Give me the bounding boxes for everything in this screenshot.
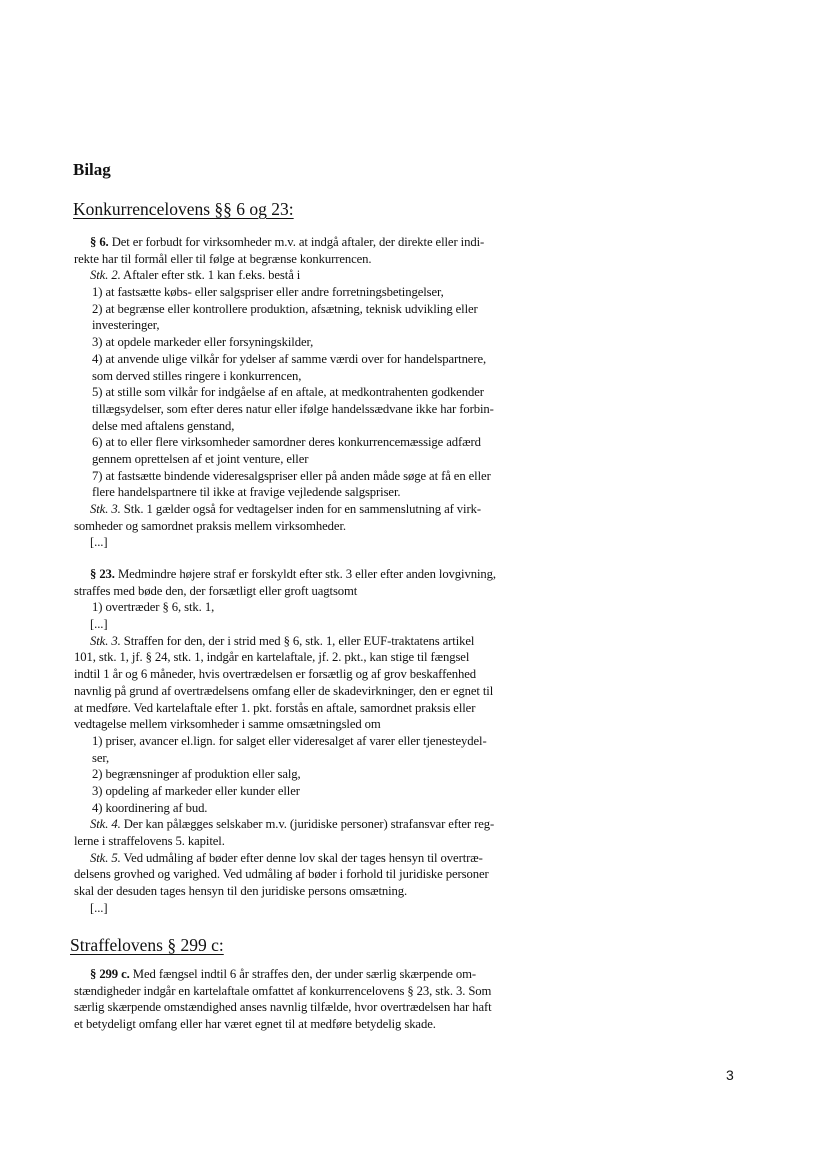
p23-stk3-line — [74, 633, 584, 650]
paragraph-23-line — [74, 566, 584, 583]
paragraph-6-line: rekte har til formål eller til følge at begrænse konkurrencen. — [74, 251, 372, 266]
p23-stk5-line: skal der desuden tages hensyn til den juridiske persons omsætning. — [74, 884, 408, 899]
stk2-item: 6) at to eller flere virksomheder samordner deres konkurrencemæssige adfærd — [92, 435, 481, 450]
paragraph-23-label: § 23. — [90, 567, 115, 581]
p23-stk3-text: Straffen for den, der i strid med § 6, stk. 1, eller EUF-traktatens artikel — [120, 633, 475, 648]
stk3-text: Stk. 1 gælder også for vedtagelser inden for en sammenslutning af virk- — [120, 502, 481, 516]
paragraph-6-text: Det er forbudt for virksomheder m.v. at indgå aftaler, der direkte eller indi- — [108, 235, 485, 249]
paragraph-299c-line: et betydeligt omfang eller har været egnet til at medføre betydelig skade. — [74, 1017, 436, 1032]
stk2-item: 2) at begrænse eller kontrollere produktion, afsætning, teknisk udvikling eller — [92, 301, 478, 316]
p23-stk3-item: ser, — [92, 750, 110, 765]
paragraph-299c-line: særlig skærpende omstændighed anses navnlig tilfælde, hvor overtrædelsen har haft — [74, 1000, 492, 1015]
stk2-item: gennem oprettelsen af et joint venture, eller — [92, 451, 309, 466]
paragraph-299c-line — [74, 966, 584, 983]
stk2-line — [74, 267, 584, 284]
p23-stk3-line: 101, stk. 1, jf. § 24, stk. 1, indgår en kartelaftale, jf. 2. pkt., kan stige til fængsel — [74, 650, 470, 665]
p23-stk3-line: at medføre. Ved kartelaftale efter 1. pkt. forstås en aftale, samordnet praksis eller — [74, 700, 476, 715]
p23-stk3-item: 4) koordinering af bud. — [92, 800, 208, 815]
section-body-paragraph-6 — [74, 234, 584, 551]
paragraph-299c-text: Med fængsel indtil 6 år straffes den, der under særlig skærpende om- — [129, 967, 477, 981]
stk3-line — [74, 501, 584, 518]
document-heading: Bilag — [73, 160, 111, 179]
p23-stk3-line: vedtagelse mellem virksomheder i samme omsætningsled om — [74, 717, 381, 732]
p23-stk5-line — [74, 850, 584, 867]
section-title-konkurrenceloven: Konkurrencelovens §§ 6 og 23: — [73, 199, 294, 219]
paragraph-6-label: § 6. — [90, 235, 109, 249]
paragraph-6-line — [74, 234, 584, 251]
stk2-text: Aftaler efter stk. 1 kan f.eks. bestå i — [120, 268, 301, 283]
ellipsis: [...] — [90, 535, 108, 550]
p23-stk5-text: Ved udmåling af bøder efter denne lov skal der tages hensyn til overtræ- — [120, 850, 483, 865]
stk2-item: 7) at fastsætte bindende videresalgspriser eller på anden måde søge at få en eller — [92, 468, 491, 483]
stk2-item: delse med aftalens genstand, — [92, 418, 235, 433]
paragraph-23-text: Medmindre højere straf er forskyldt efter stk. 3 eller efter anden lovgivning, — [114, 567, 496, 581]
page-number: 3 — [726, 1067, 734, 1083]
section-title-straffeloven: Straffelovens § 299 c: — [70, 935, 224, 955]
stk2-item: 3) at opdele markeder eller forsyningskilder, — [92, 335, 314, 350]
ellipsis: [...] — [90, 900, 108, 915]
stk2-item: 1) at fastsætte købs- eller salgspriser eller andre forretningsbetingelser, — [92, 285, 444, 300]
p23-stk4-line — [74, 816, 584, 833]
ellipsis: [...] — [90, 617, 108, 632]
stk2-item: 5) at stille som vilkår for indgåelse af en aftale, at medkontrahenten godkender — [92, 385, 484, 400]
p23-stk3-item: 2) begrænsninger af produktion eller salg, — [92, 767, 301, 782]
stk3-line: somheder og samordnet praksis mellem virksomheder. — [74, 518, 346, 533]
p23-stk4-line: lerne i straffelovens 5. kapitel. — [74, 834, 225, 848]
paragraph-23-item: 1) overtræder § 6, stk. 1, — [92, 600, 215, 615]
p23-stk3-label: Stk. 3. — [90, 633, 121, 648]
p23-stk4-label: Stk. 4. — [90, 817, 121, 832]
p23-stk5-label: Stk. 5. — [90, 850, 121, 865]
section-body-paragraph-299c — [74, 966, 584, 1033]
p23-stk3-line: indtil 1 år og 6 måneder, hvis overtrædelsen er forsætlig og af grov beskaffenhed — [74, 667, 476, 682]
paragraph-23-line: straffes med bøde den, der forsætligt eller groft uagtsomt — [74, 583, 358, 598]
section-body-paragraph-23 — [74, 566, 584, 916]
stk2-item: investeringer, — [92, 318, 160, 333]
stk2-item: som derved stilles ringere i konkurrencen, — [92, 368, 302, 383]
stk2-item: 4) at anvende ulige vilkår for ydelser af samme værdi over for handelspartnere, — [92, 351, 487, 366]
stk2-item: tillægsydelser, som efter deres natur eller ifølge handelssædvane ikke har forbin- — [92, 401, 494, 416]
p23-stk3-item: 3) opdeling af markeder eller kunder eller — [92, 783, 300, 798]
paragraph-299c-line: stændigheder indgår en kartelaftale omfattet af konkurrencelovens § 23, stk. 3. Som — [74, 983, 492, 998]
p23-stk4-text: Der kan pålægges selskaber m.v. (juridiske personer) strafansvar efter reg- — [120, 817, 495, 832]
stk2-item: flere handelspartnere til ikke at fravige vejledende salgspriser. — [92, 485, 401, 500]
p23-stk5-line: delsens grovhed og varighed. Ved udmåling af bøder i forhold til juridiske personer — [74, 867, 489, 882]
p23-stk3-line: navnlig på grund af overtrædelsens omfang eller de skadevirkninger, den er egnet til — [74, 683, 494, 698]
paragraph-299c-label: § 299 c. — [90, 967, 130, 981]
stk3-label: Stk. 3. — [90, 502, 121, 516]
stk2-label: Stk. 2. — [90, 268, 121, 283]
p23-stk3-item: 1) priser, avancer el.lign. for salget eller videresalget af varer eller tjenesteydel- — [92, 733, 487, 748]
